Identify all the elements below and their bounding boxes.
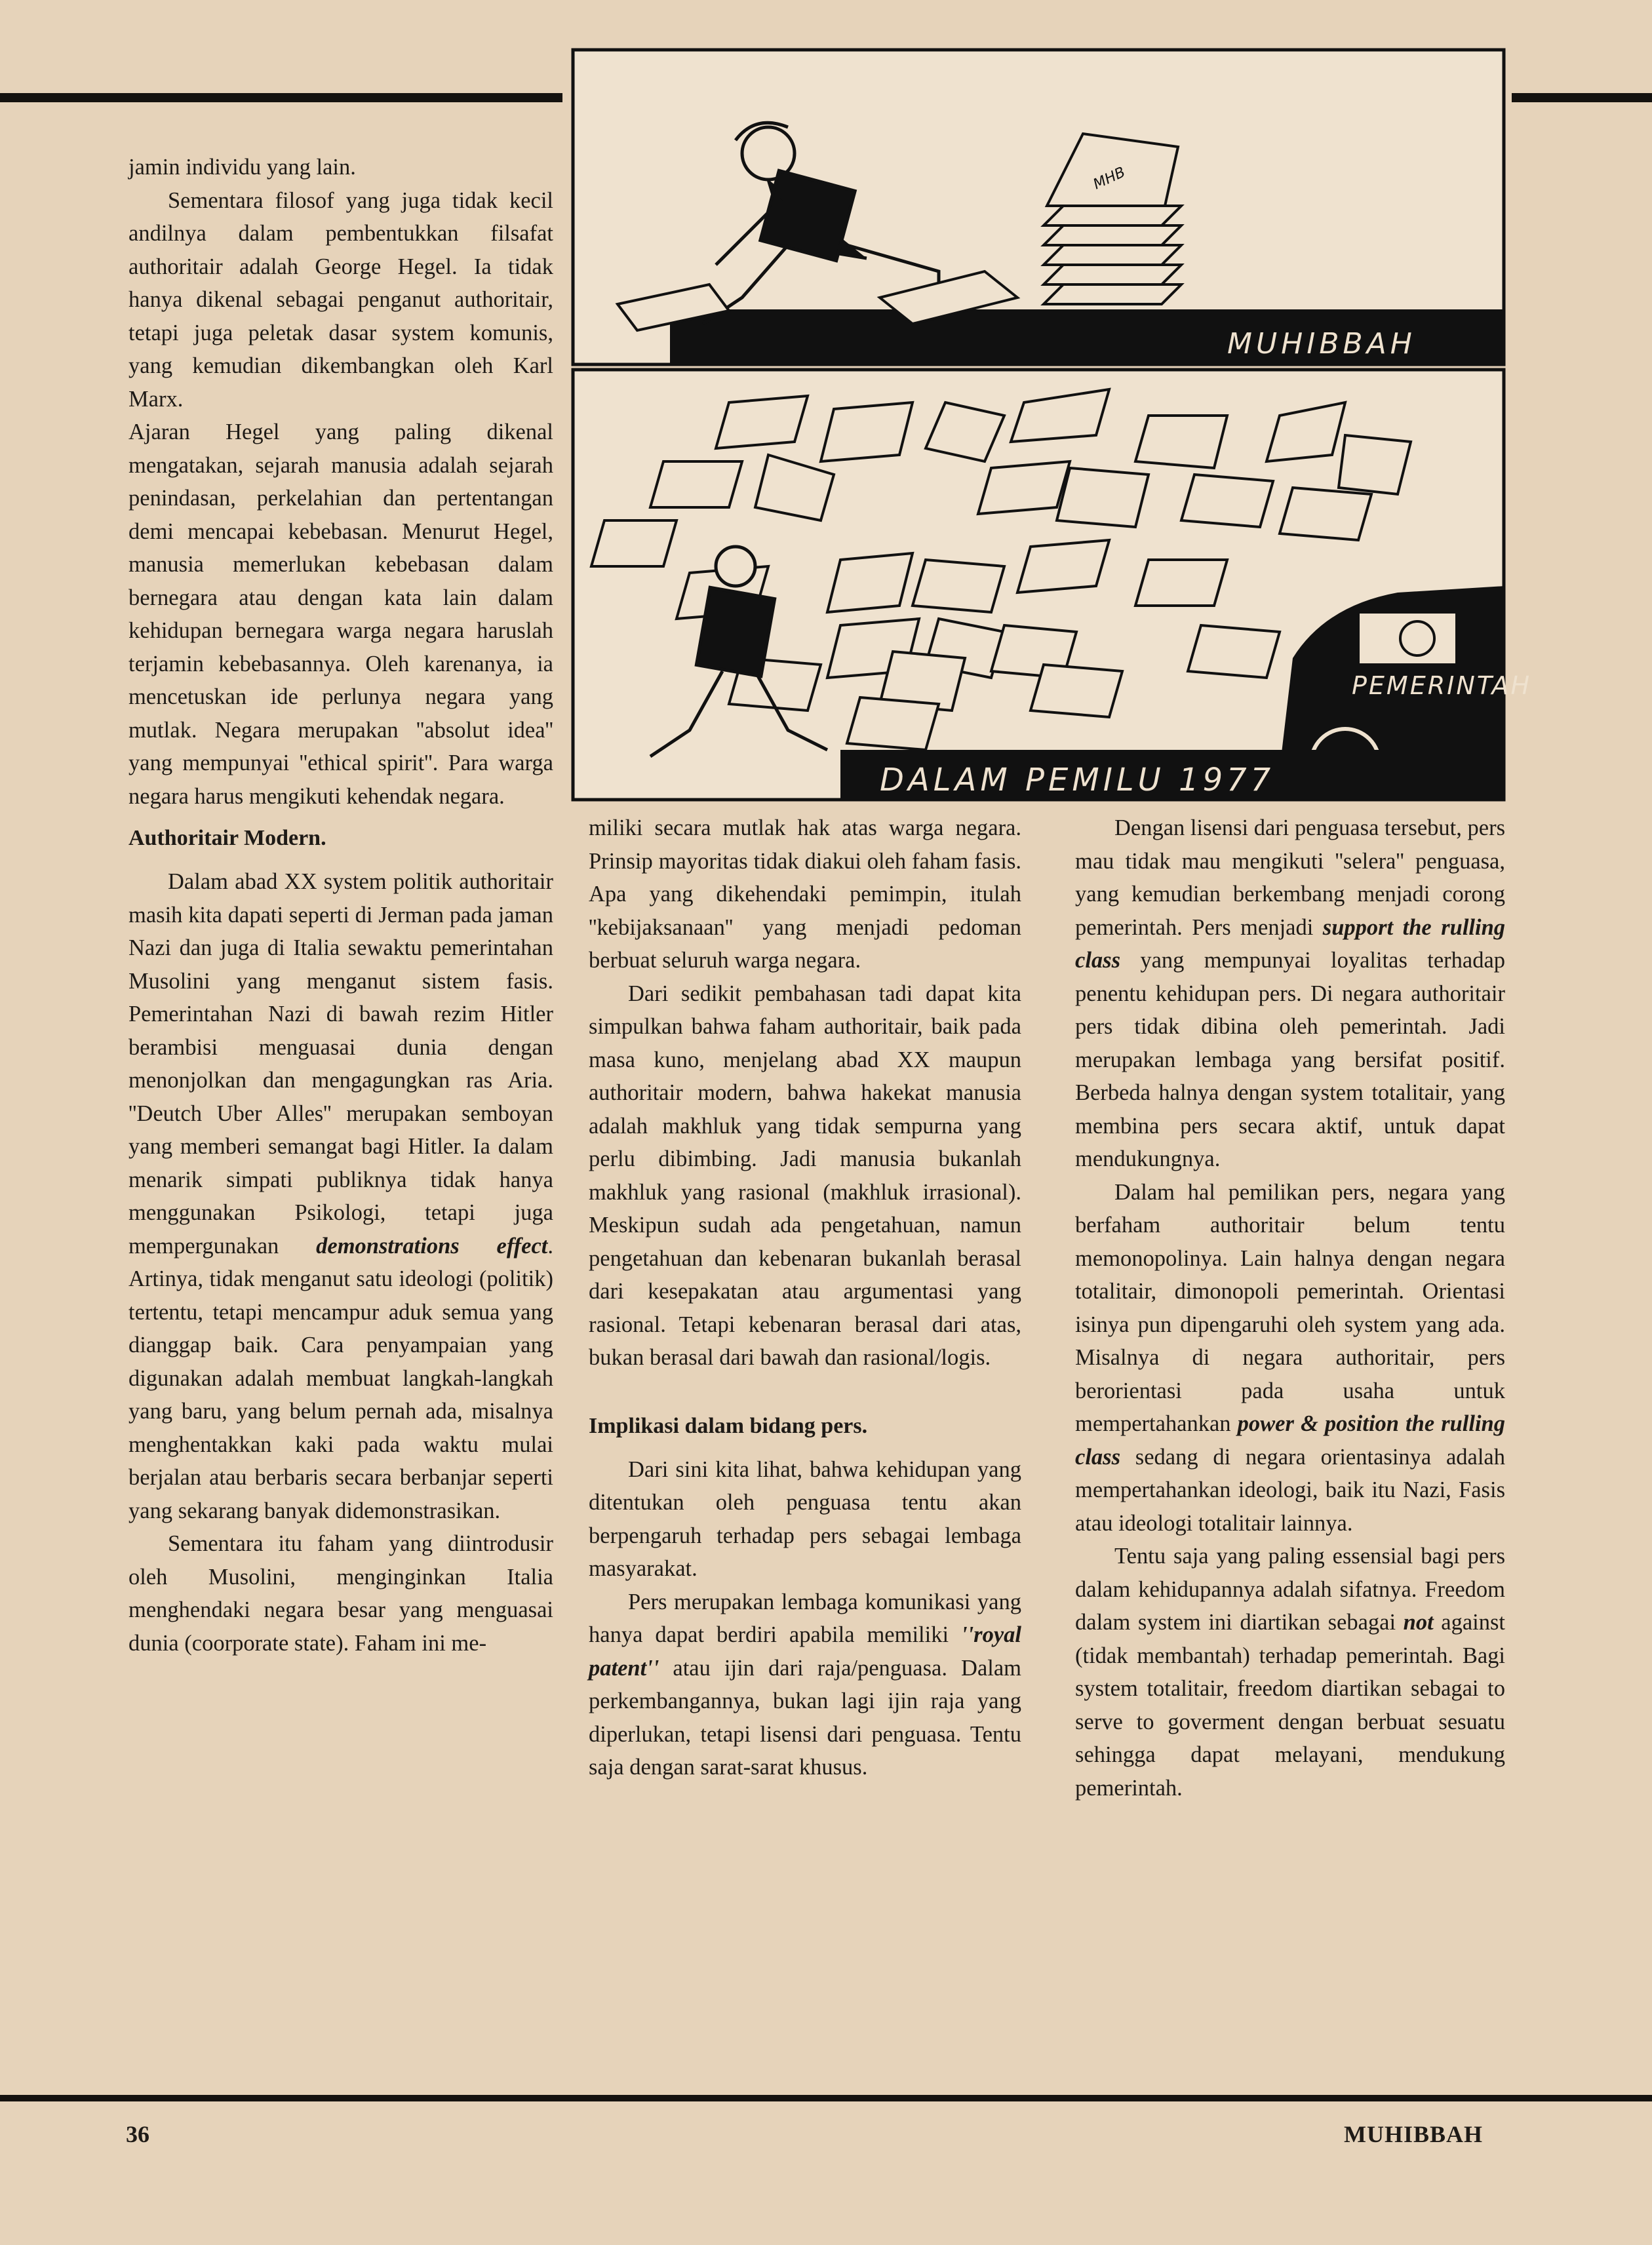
footer-rule bbox=[0, 2095, 1652, 2101]
car-label: PEMERINTAH bbox=[1352, 671, 1532, 700]
panel-1-caption: MUHIBBAH bbox=[1227, 327, 1416, 361]
editorial-cartoon bbox=[572, 49, 1532, 802]
column-3 bbox=[1075, 811, 1505, 1805]
col2-paragraph-4: Pers merupakan lembaga komunikasi yang hanya dapat berdiri apabila memiliki ''royal patent'' atau ijin dari raja/penguasa. Dalam perkembangannya, bukan lagi ijin raja yang diperlukan, tetapi lisensi dari penguasa. Tentu saja dengan sarat-sarat khusus. bbox=[589, 1589, 1021, 1780]
column-2 bbox=[589, 811, 1021, 1784]
col1-paragraph-3: Ajaran Hegel yang paling dikenal mengatakan, sejarah manusia adalah sejarah penindasan, perkelahian dan pertentangan demi mencapai kebebasan. Menurut Hegel, manusia memerlukan kebebasan dalam bernegara atau dengan kata lain dalam kehidupan bernegara warga negara haruslah terjamin kebebasannya. Oleh karenanya, ia mencetuskan ide perlunya negara yang mutlak. Negara merupakan ''absolut idea'' yang mempunyai ''ethical spirit''. Para warga negara harus mengikuti kehendak negara. bbox=[128, 420, 553, 809]
magazine-name: MUHIBBAH bbox=[1344, 2121, 1484, 2147]
col3-paragraph-3: Tentu saja yang paling essensial bagi pers dalam kehidupannya adalah sifatnya. Freedom dalam system ini diartikan sebagai not against (tidak membantah) terhadap pemerintah. Bagi system totalitair, freedom diartikan sebagai to serve to goverment dengan berbuat sesuatu sehingga dapat melayani, mendukung pemerintah. bbox=[1075, 1544, 1506, 1801]
column-1 bbox=[128, 151, 553, 1660]
stack-paper-label: MHB bbox=[1090, 164, 1128, 193]
col1-paragraph-2: Sementara filosof yang juga tidak kecil andilnya dalam pembentukkan filsafat authoritair adalah George Hegel. Ia tidak hanya dikenal sebagai penganut authoritair, tetapi juga peletak dasar system komunis, yang kemudian dikembangkan oleh Karl Marx. bbox=[128, 187, 553, 412]
header-rule-right bbox=[1512, 93, 1652, 102]
col2-paragraph-3: Dari sini kita lihat, bahwa kehidupan yang ditentukan oleh penguasa tentu akan berpengaruh terhadap pers sebagai lembaga masyarakat. bbox=[589, 1456, 1021, 1581]
col3-paragraph-2: Dalam hal pemilikan pers, negara yang berfaham authoritair belum tentu memonopolinya. Lain halnya dengan negara totalitair, dimonopoli pemerintah. Orientasi isinya pun dipengaruhi oleh system yang ada. Misalnya di negara authoritair, pers berorientasi pada usaha untuk mempertahankan power & position the rulling class sedang di negara orientasinya adalah mempertahankan ideologi, baik itu Nazi, Fasis atau ideologi totalitair lainnya. bbox=[1075, 1179, 1505, 1536]
col2-paragraph-2: Dari sedikit pembahasan tadi dapat kita simpulkan bahwa faham authoritair, baik pada masa kuno, menjelang abad XX maupun authoritair modern, bahwa hakekat manusia adalah makhluk yang tidak sempurna yang perlu dibimbing. Jadi manusia bukanlah makhluk yang rasional (makhluk irrasional). Meskipun sudah ada pengetahuan, namun pengetahuan dan kebenaran bukanlah berasal dari kesepakatan atau argumentasi yang rasional. Tetapi kebenaran berasal dari atas, bukan berasal dari bawah dan rasional/logis. bbox=[589, 981, 1021, 1370]
col1-heading-authoritair-modern: Authoritair Modern. bbox=[128, 826, 326, 850]
panel-2-caption: DALAM PEMILU 1977 bbox=[880, 762, 1275, 798]
col1-paragraph-5: Sementara itu faham yang diintrodusir oleh Musolini, menginginkan Italia menghendaki negara besar yang menguasai dunia (coorporate state). Faham ini me- bbox=[128, 1531, 553, 1656]
col1-paragraph-4: Dalam abad XX system politik authoritair masih kita dapati seperti di Jerman pada jaman Nazi dan juga di Italia sewaktu pemerintahan Musolini yang menganut sistem fasis. Pemerintahan Nazi di bawah rezim Hitler berambisi menguasai dunia dengan menonjolkan dan mengagungkan ras Aria. ''Deutch Uber Alles'' merupakan semboyan yang memberi semangat bagi Hitler. Ia dalam menarik simpati publiknya tidak hanya menggunakan Psikologi, tetapi juga mempergunakan demonstrations effect. Artinya, tidak menganut satu ideologi (politik) tertentu, tetapi mencampur aduk semua yang dianggap baik. Cara penyampaian yang digunakan adalah membuat langkah-langkah yang baru, yang belum pernah ada, misalnya menghentakkan kaki pada waktu mulai berjalan atau berbaris secara berbanjar seperti yang sekarang banyak didemonstrasikan. bbox=[128, 869, 554, 1523]
col3-paragraph-1: Dengan lisensi dari penguasa tersebut, pers mau tidak mau mengikuti ''selera'' penguasa, yang kemudian berkembang menjadi corong pemerintah. Pers menjadi support the rulling class yang mempunyai loyalitas terhadap penentu kehidupan pers. Di negara authoritair pers tidak dibina oleh pemerintah. Jadi merupakan lembaga yang bersifat positif. Berbeda halnya dengan system totalitair, yang membina pers secara aktif, untuk dapat mendukungnya. bbox=[1075, 815, 1506, 1171]
col1-paragraph-1: jamin individu yang lain. bbox=[128, 155, 356, 180]
header-rule-left bbox=[0, 93, 562, 102]
page-number: 36 bbox=[126, 2121, 149, 2147]
col2-heading-implikasi: Implikasi dalam bidang pers. bbox=[589, 1413, 868, 1438]
col2-paragraph-1: miliki secara mutlak hak atas warga negara. Prinsip mayoritas tidak diakui oleh faham fasis. Apa yang dikehendaki pemimpin, itulah ''kebijaksanaan'' yang menjadi pedoman berbuat seluruh warga negara. bbox=[589, 815, 1021, 973]
